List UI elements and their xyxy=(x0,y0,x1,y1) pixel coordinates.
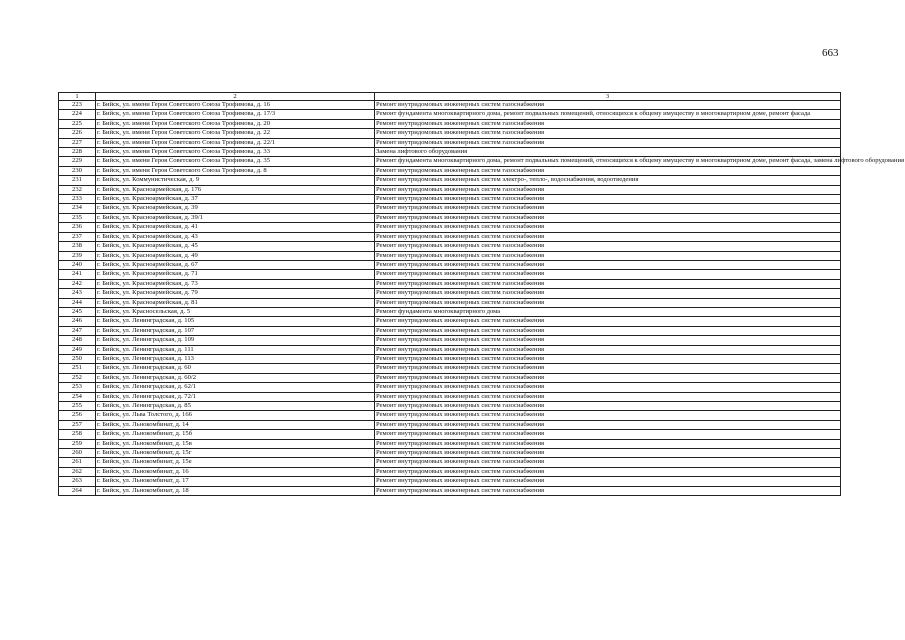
row-work-type: Ремонт внутридомовых инженерных систем газоснабжения xyxy=(375,119,841,128)
row-address: г. Бийск, ул. имени Героя Советского Союза Трофимова, д. 22/1 xyxy=(96,138,375,147)
row-work-type: Ремонт внутридомовых инженерных систем газоснабжения xyxy=(375,279,841,288)
table-row xyxy=(59,213,841,222)
row-work-type: Ремонт фундамента многоквартирного дома xyxy=(375,307,841,316)
table-row xyxy=(59,383,841,392)
row-number: 257 xyxy=(59,420,96,429)
row-number: 245 xyxy=(59,307,96,316)
row-number: 223 xyxy=(59,101,96,110)
row-number: 243 xyxy=(59,289,96,298)
row-address: г. Бийск, ул. Ленинградская, д. 60 xyxy=(96,364,375,373)
table-row xyxy=(59,326,841,335)
row-work-type: Ремонт внутридомовых инженерных систем газоснабжения xyxy=(375,317,841,326)
row-work-type: Ремонт внутридомовых инженерных систем газоснабжения xyxy=(375,477,841,486)
table-row xyxy=(59,477,841,486)
row-number: 247 xyxy=(59,326,96,335)
row-work-type: Ремонт внутридомовых инженерных систем электро-, тепло-, водоснабжения, водоотведения xyxy=(375,176,841,185)
row-number: 228 xyxy=(59,148,96,157)
table-row xyxy=(59,260,841,269)
row-number: 248 xyxy=(59,336,96,345)
row-work-type: Ремонт внутридомовых инженерных систем газоснабжения xyxy=(375,449,841,458)
table-row xyxy=(59,148,841,157)
row-address: г. Бийск, ул. имени Героя Советского Союза Трофимова, д. 35 xyxy=(96,157,375,166)
row-address: г. Бийск, ул. Ленинградская, д. 107 xyxy=(96,326,375,335)
row-work-type: Ремонт внутридомовых инженерных систем газоснабжения xyxy=(375,289,841,298)
row-address: г. Бийск, ул. Красноармейская, д. 49 xyxy=(96,251,375,260)
row-address: г. Бийск, ул. Льнокомбинат, д. 16 xyxy=(96,467,375,476)
row-address: г. Бийск, ул. Льнокомбинат, д. 15б xyxy=(96,430,375,439)
row-address: г. Бийск, ул. Красноармейская, д. 43 xyxy=(96,232,375,241)
row-number: 254 xyxy=(59,392,96,401)
row-work-type: Замена лифтового оборудования xyxy=(375,148,841,157)
row-number: 235 xyxy=(59,213,96,222)
row-address: г. Бийск, ул. Ленинградская, д. 62/1 xyxy=(96,383,375,392)
row-number: 236 xyxy=(59,223,96,232)
table-row xyxy=(59,204,841,213)
row-address: г. Бийск, ул. Льнокомбинат, д. 15в xyxy=(96,439,375,448)
row-address: г. Бийск, ул. Льнокомбинат, д. 15е xyxy=(96,458,375,467)
table-row xyxy=(59,138,841,147)
table-row xyxy=(59,101,841,110)
page-number: 663 xyxy=(822,47,839,59)
row-number: 262 xyxy=(59,467,96,476)
works-table xyxy=(58,92,905,496)
row-address: г. Бийск, ул. Красноармейская, д. 67 xyxy=(96,260,375,269)
row-number: 237 xyxy=(59,232,96,241)
row-number: 226 xyxy=(59,129,96,138)
row-number: 258 xyxy=(59,430,96,439)
table-row xyxy=(59,392,841,401)
table-row xyxy=(59,317,841,326)
row-address: г. Бийск, ул. Ленинградская, д. 109 xyxy=(96,336,375,345)
table-row xyxy=(59,223,841,232)
row-address: г. Бийск, ул. Ленинградская, д. 113 xyxy=(96,354,375,363)
table-row xyxy=(59,486,841,495)
row-number: 259 xyxy=(59,439,96,448)
row-work-type: Ремонт внутридомовых инженерных систем газоснабжения xyxy=(375,213,841,222)
table-row xyxy=(59,449,841,458)
row-work-type: Ремонт внутридомовых инженерных систем газоснабжения xyxy=(375,430,841,439)
row-number: 224 xyxy=(59,110,96,119)
row-work-type: Ремонт внутридомовых инженерных систем газоснабжения xyxy=(375,354,841,363)
row-number: 253 xyxy=(59,383,96,392)
row-address: г. Бийск, ул. Ленинградская, д. 105 xyxy=(96,317,375,326)
table-row xyxy=(59,336,841,345)
table-body xyxy=(59,101,905,496)
row-number: 238 xyxy=(59,242,96,251)
row-address: г. Бийск, ул. Красносельская, д. 5 xyxy=(96,307,375,316)
row-work-type: Ремонт внутридомовых инженерных систем газоснабжения xyxy=(375,467,841,476)
row-address: г. Бийск, ул. Льнокомбинат, д. 18 xyxy=(96,486,375,495)
row-address: г. Бийск, ул. Красноармейская, д. 176 xyxy=(96,185,375,194)
row-work-type: Ремонт внутридомовых инженерных систем газоснабжения xyxy=(375,402,841,411)
table-row xyxy=(59,411,841,420)
table-row xyxy=(59,307,841,316)
row-number: 256 xyxy=(59,411,96,420)
table-row xyxy=(59,195,841,204)
table-row xyxy=(59,251,841,260)
row-number: 250 xyxy=(59,354,96,363)
row-work-type: Ремонт фундамента многоквартирного дома, ремонт подвальных помещений, относящихся к общему имуществу в многоквартирном доме, ремонт фасада xyxy=(375,110,841,119)
row-work-type: Ремонт внутридомовых инженерных систем газоснабжения xyxy=(375,129,841,138)
row-work-type: Ремонт внутридомовых инженерных систем газоснабжения xyxy=(375,260,841,269)
table-row xyxy=(59,166,841,175)
row-address: г. Бийск, ул. Льнокомбинат, д. 15г xyxy=(96,449,375,458)
row-address: г. Бийск, ул. Красноармейская, д. 79 xyxy=(96,289,375,298)
table-row xyxy=(59,458,841,467)
row-number: 252 xyxy=(59,373,96,382)
row-work-type: Ремонт внутридомовых инженерных систем газоснабжения xyxy=(375,251,841,260)
row-work-type: Ремонт внутридомовых инженерных систем газоснабжения xyxy=(375,420,841,429)
table-row xyxy=(59,232,841,241)
row-work-type: Ремонт внутридомовых инженерных систем газоснабжения xyxy=(375,439,841,448)
row-number: 231 xyxy=(59,176,96,185)
table-row xyxy=(59,402,841,411)
row-number: 249 xyxy=(59,345,96,354)
row-work-type: Ремонт фундамента многоквартирного дома, ремонт подвальных помещений, относящихся к общему имуществу в многоквартирном доме, ремонт фасада, замена лифтового оборудования xyxy=(376,157,905,165)
row-address: г. Бийск, ул. Красноармейская, д. 71 xyxy=(96,270,375,279)
row-number: 240 xyxy=(59,260,96,269)
column-header-work-type: 3 xyxy=(375,93,841,101)
row-work-type: Ремонт внутридомовых инженерных систем газоснабжения xyxy=(375,223,841,232)
row-number: 264 xyxy=(59,486,96,495)
row-number: 229 xyxy=(59,157,96,166)
table-row xyxy=(59,345,841,354)
table-row xyxy=(59,279,841,288)
row-address: г. Бийск, ул. Красноармейская, д. 37 xyxy=(96,195,375,204)
row-number: 227 xyxy=(59,138,96,147)
row-work-type: Ремонт внутридомовых инженерных систем газоснабжения xyxy=(375,101,841,110)
row-address: г. Бийск, ул. Ленинградская, д. 72/1 xyxy=(96,392,375,401)
table-row xyxy=(59,157,841,166)
row-work-type: Ремонт внутридомовых инженерных систем газоснабжения xyxy=(375,195,841,204)
row-work-type: Ремонт внутридомовых инженерных систем газоснабжения xyxy=(375,411,841,420)
row-address: г. Бийск, ул. Красноармейская, д. 41 xyxy=(96,223,375,232)
row-work-type: Ремонт внутридомовых инженерных систем газоснабжения xyxy=(375,458,841,467)
row-address: г. Бийск, ул. Красноармейская, д. 73 xyxy=(96,279,375,288)
row-work-type: Ремонт внутридомовых инженерных систем газоснабжения xyxy=(375,298,841,307)
row-number: 244 xyxy=(59,298,96,307)
row-work-type: Ремонт внутридомовых инженерных систем газоснабжения xyxy=(375,242,841,251)
row-number: 242 xyxy=(59,279,96,288)
row-number: 239 xyxy=(59,251,96,260)
row-address: г. Бийск, ул. имени Героя Советского Союза Трофимова, д. 16 xyxy=(96,101,375,110)
row-work-type: Ремонт внутридомовых инженерных систем газоснабжения xyxy=(375,336,841,345)
row-number: 246 xyxy=(59,317,96,326)
table-row xyxy=(59,467,841,476)
table-row xyxy=(59,242,841,251)
row-address: г. Бийск, ул. Льва Толстого, д. 166 xyxy=(96,411,375,420)
row-work-type: Ремонт внутридомовых инженерных систем газоснабжения xyxy=(375,373,841,382)
row-address: г. Бийск, ул. Коммунистическая, д. 9 xyxy=(96,176,375,185)
table-row xyxy=(59,298,841,307)
row-number: 260 xyxy=(59,449,96,458)
row-work-type: Ремонт внутридомовых инженерных систем газоснабжения xyxy=(375,270,841,279)
table-row xyxy=(59,373,841,382)
table-row xyxy=(59,270,841,279)
row-number: 225 xyxy=(59,119,96,128)
row-number: 263 xyxy=(59,477,96,486)
row-work-type: Ремонт внутридомовых инженерных систем газоснабжения xyxy=(375,204,841,213)
table-row xyxy=(59,354,841,363)
row-address: г. Бийск, ул. Ленинградская, д. 85 xyxy=(96,402,375,411)
table-row xyxy=(59,430,841,439)
row-work-type: Ремонт внутридомовых инженерных систем газоснабжения xyxy=(375,345,841,354)
row-address: г. Бийск, ул. Красноармейская, д. 39/1 xyxy=(96,213,375,222)
row-number: 241 xyxy=(59,270,96,279)
row-address: г. Бийск, ул. Льнокомбинат, д. 17 xyxy=(96,477,375,486)
table-row xyxy=(59,364,841,373)
row-address: г. Бийск, ул. Красноармейская, д. 39 xyxy=(96,204,375,213)
table-row xyxy=(59,129,841,138)
row-work-type: Ремонт внутридомовых инженерных систем газоснабжения xyxy=(375,138,841,147)
table-row xyxy=(59,185,841,194)
row-work-type: Ремонт внутридомовых инженерных систем газоснабжения xyxy=(375,486,841,495)
table-row xyxy=(59,119,841,128)
row-number: 251 xyxy=(59,364,96,373)
row-number: 233 xyxy=(59,195,96,204)
row-number: 261 xyxy=(59,458,96,467)
table-header-row xyxy=(59,93,841,101)
row-number: 255 xyxy=(59,402,96,411)
table-row xyxy=(59,420,841,429)
row-work-type: Ремонт внутридомовых инженерных систем газоснабжения xyxy=(375,166,841,175)
row-address: г. Бийск, ул. имени Героя Советского Союза Трофимова, д. 22 xyxy=(96,129,375,138)
row-address: г. Бийск, ул. имени Героя Советского Союза Трофимова, д. 33 xyxy=(96,148,375,157)
row-number: 232 xyxy=(59,185,96,194)
row-address: г. Бийск, ул. имени Героя Советского Союза Трофимова, д. 20 xyxy=(96,119,375,128)
row-address: г. Бийск, ул. Ленинградская, д. 111 xyxy=(96,345,375,354)
table-row xyxy=(59,439,841,448)
column-header-number: 1 xyxy=(59,93,96,101)
table-row xyxy=(59,176,841,185)
row-number: 234 xyxy=(59,204,96,213)
row-work-type: Ремонт внутридомовых инженерных систем газоснабжения xyxy=(375,392,841,401)
table-row xyxy=(59,289,841,298)
row-work-type: Ремонт внутридомовых инженерных систем газоснабжения xyxy=(375,364,841,373)
row-address: г. Бийск, ул. Ленинградская, д. 60/2 xyxy=(96,373,375,382)
table-row xyxy=(59,110,841,119)
row-address: г. Бийск, ул. имени Героя Советского Союза Трофимова, д. 8 xyxy=(96,166,375,175)
row-work-type: Ремонт внутридомовых инженерных систем газоснабжения xyxy=(375,232,841,241)
row-work-type: Ремонт внутридомовых инженерных систем газоснабжения xyxy=(375,383,841,392)
row-work-type: Ремонт внутридомовых инженерных систем газоснабжения xyxy=(375,185,841,194)
row-address: г. Бийск, ул. имени Героя Советского Союза Трофимова, д. 17/3 xyxy=(96,110,375,119)
row-number: 230 xyxy=(59,166,96,175)
row-address: г. Бийск, ул. Красноармейская, д. 45 xyxy=(96,242,375,251)
column-header-address: 2 xyxy=(96,93,375,101)
row-address: г. Бийск, ул. Красноармейская, д. 81 xyxy=(96,298,375,307)
row-address: г. Бийск, ул. Льнокомбинат, д. 14 xyxy=(96,420,375,429)
row-work-type: Ремонт внутридомовых инженерных систем газоснабжения xyxy=(375,326,841,335)
